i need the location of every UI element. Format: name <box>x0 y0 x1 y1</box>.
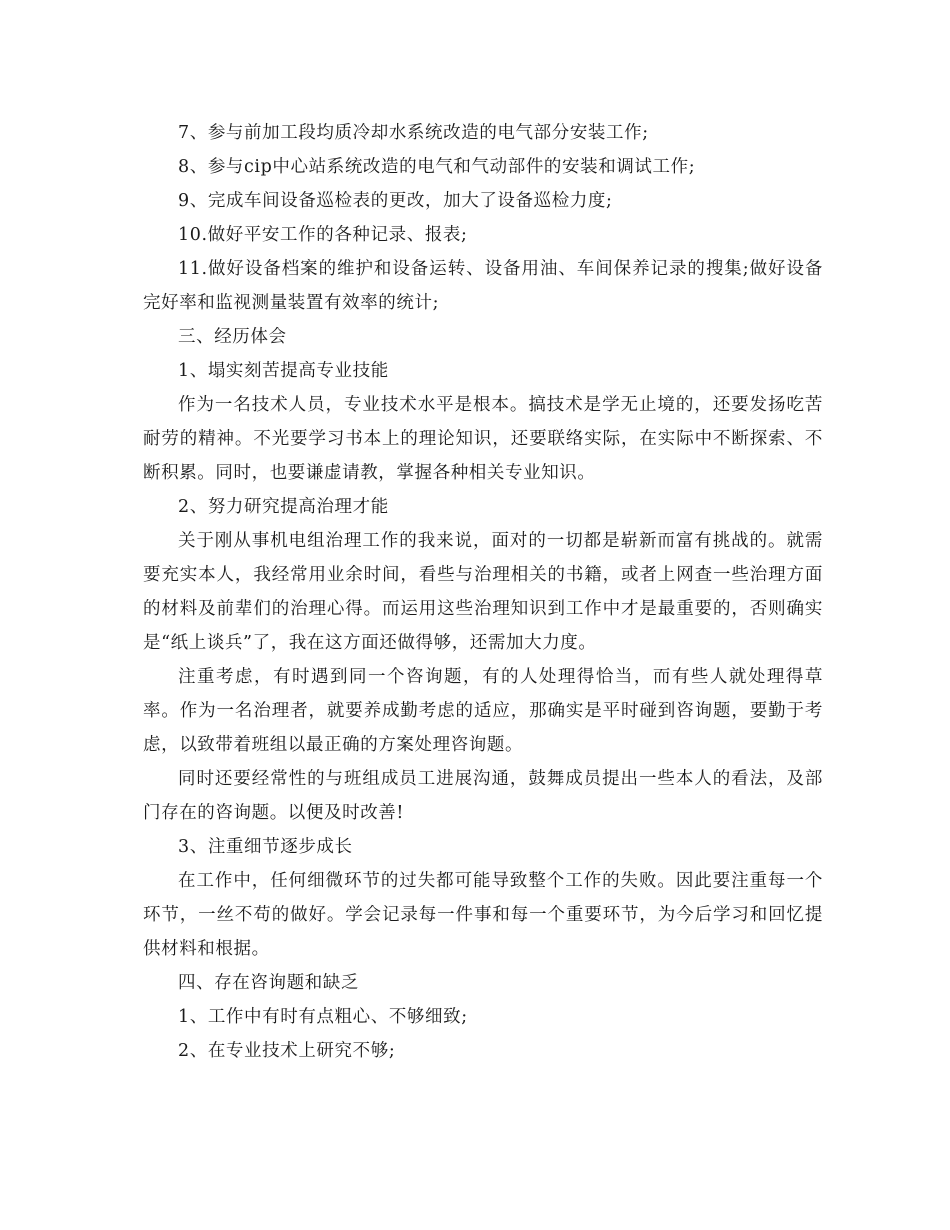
document-body <box>143 116 823 1068</box>
subsection-heading: 1、塌实刻苦提高专业技能 <box>178 361 389 381</box>
paragraph: 9、完成车间设备巡检表的更改，加大了设备巡检力度; <box>178 191 613 211</box>
paragraph: 8、参与cip中心站系统改造的电气和气动部件的安装和调试工作; <box>178 157 696 177</box>
subsection-heading: 2、努力研究提高治理才能 <box>178 497 389 517</box>
paragraph: 同时还要经常性的与班组成员工进展沟通，鼓舞成员提出一些本人的看法，及部门存在的咨询题。以便及时改善! <box>143 769 823 823</box>
paragraph: 11.做好设备档案的维护和设备运转、设备用油、车间保养记录的搜集;做好设备完好率和监视测量装置有效率的统计; <box>143 259 823 313</box>
list-item: 1、工作中有时有点粗心、不够细致; <box>178 1007 468 1027</box>
paragraph: 关于刚从事机电组治理工作的我来说，面对的一切都是崭新而富有挑战的。就需要充实本人，我经常用业余时间，看些与治理相关的书籍，或者上网查一些治理方面的材料及前辈们的治理心得。而运用这些治理知识到工作中才是最重要的，否则确实是“纸上谈兵”了，我在这方面还做得够，还需加大力度。 <box>143 531 823 653</box>
paragraph: 作为一名技术人员，专业技术水平是根本。搞技术是学无止境的，还要发扬吃苦耐劳的精神。不光要学习书本上的理论知识，还要联络实际，在实际中不断探索、不断积累。同时，也要谦虚请教，掌握各种相关专业知识。 <box>143 395 823 483</box>
list-item: 2、在专业技术上研究不够; <box>178 1041 396 1061</box>
subsection-heading: 3、注重细节逐步成长 <box>178 837 353 857</box>
section-heading: 三、经历体会 <box>178 327 287 347</box>
section-heading: 四、存在咨询题和缺乏 <box>178 973 359 993</box>
paragraph: 7、参与前加工段均质冷却水系统改造的电气部分安装工作; <box>178 123 649 143</box>
paragraph: 10.做好平安工作的各种记录、报表; <box>178 225 468 245</box>
paragraph: 在工作中，任何细微环节的过失都可能导致整个工作的失败。因此要注重每一个环节，一丝不苟的做好。学会记录每一件事和每一个重要环节，为今后学习和回忆提供材料和根据。 <box>143 871 823 959</box>
paragraph: 注重考虑，有时遇到同一个咨询题，有的人处理得恰当，而有些人就处理得草率。作为一名治理者，就要养成勤考虑的适应，那确实是平时碰到咨询题，要勤于考虑，以致带着班组以最正确的方案处理咨询题。 <box>143 667 823 755</box>
